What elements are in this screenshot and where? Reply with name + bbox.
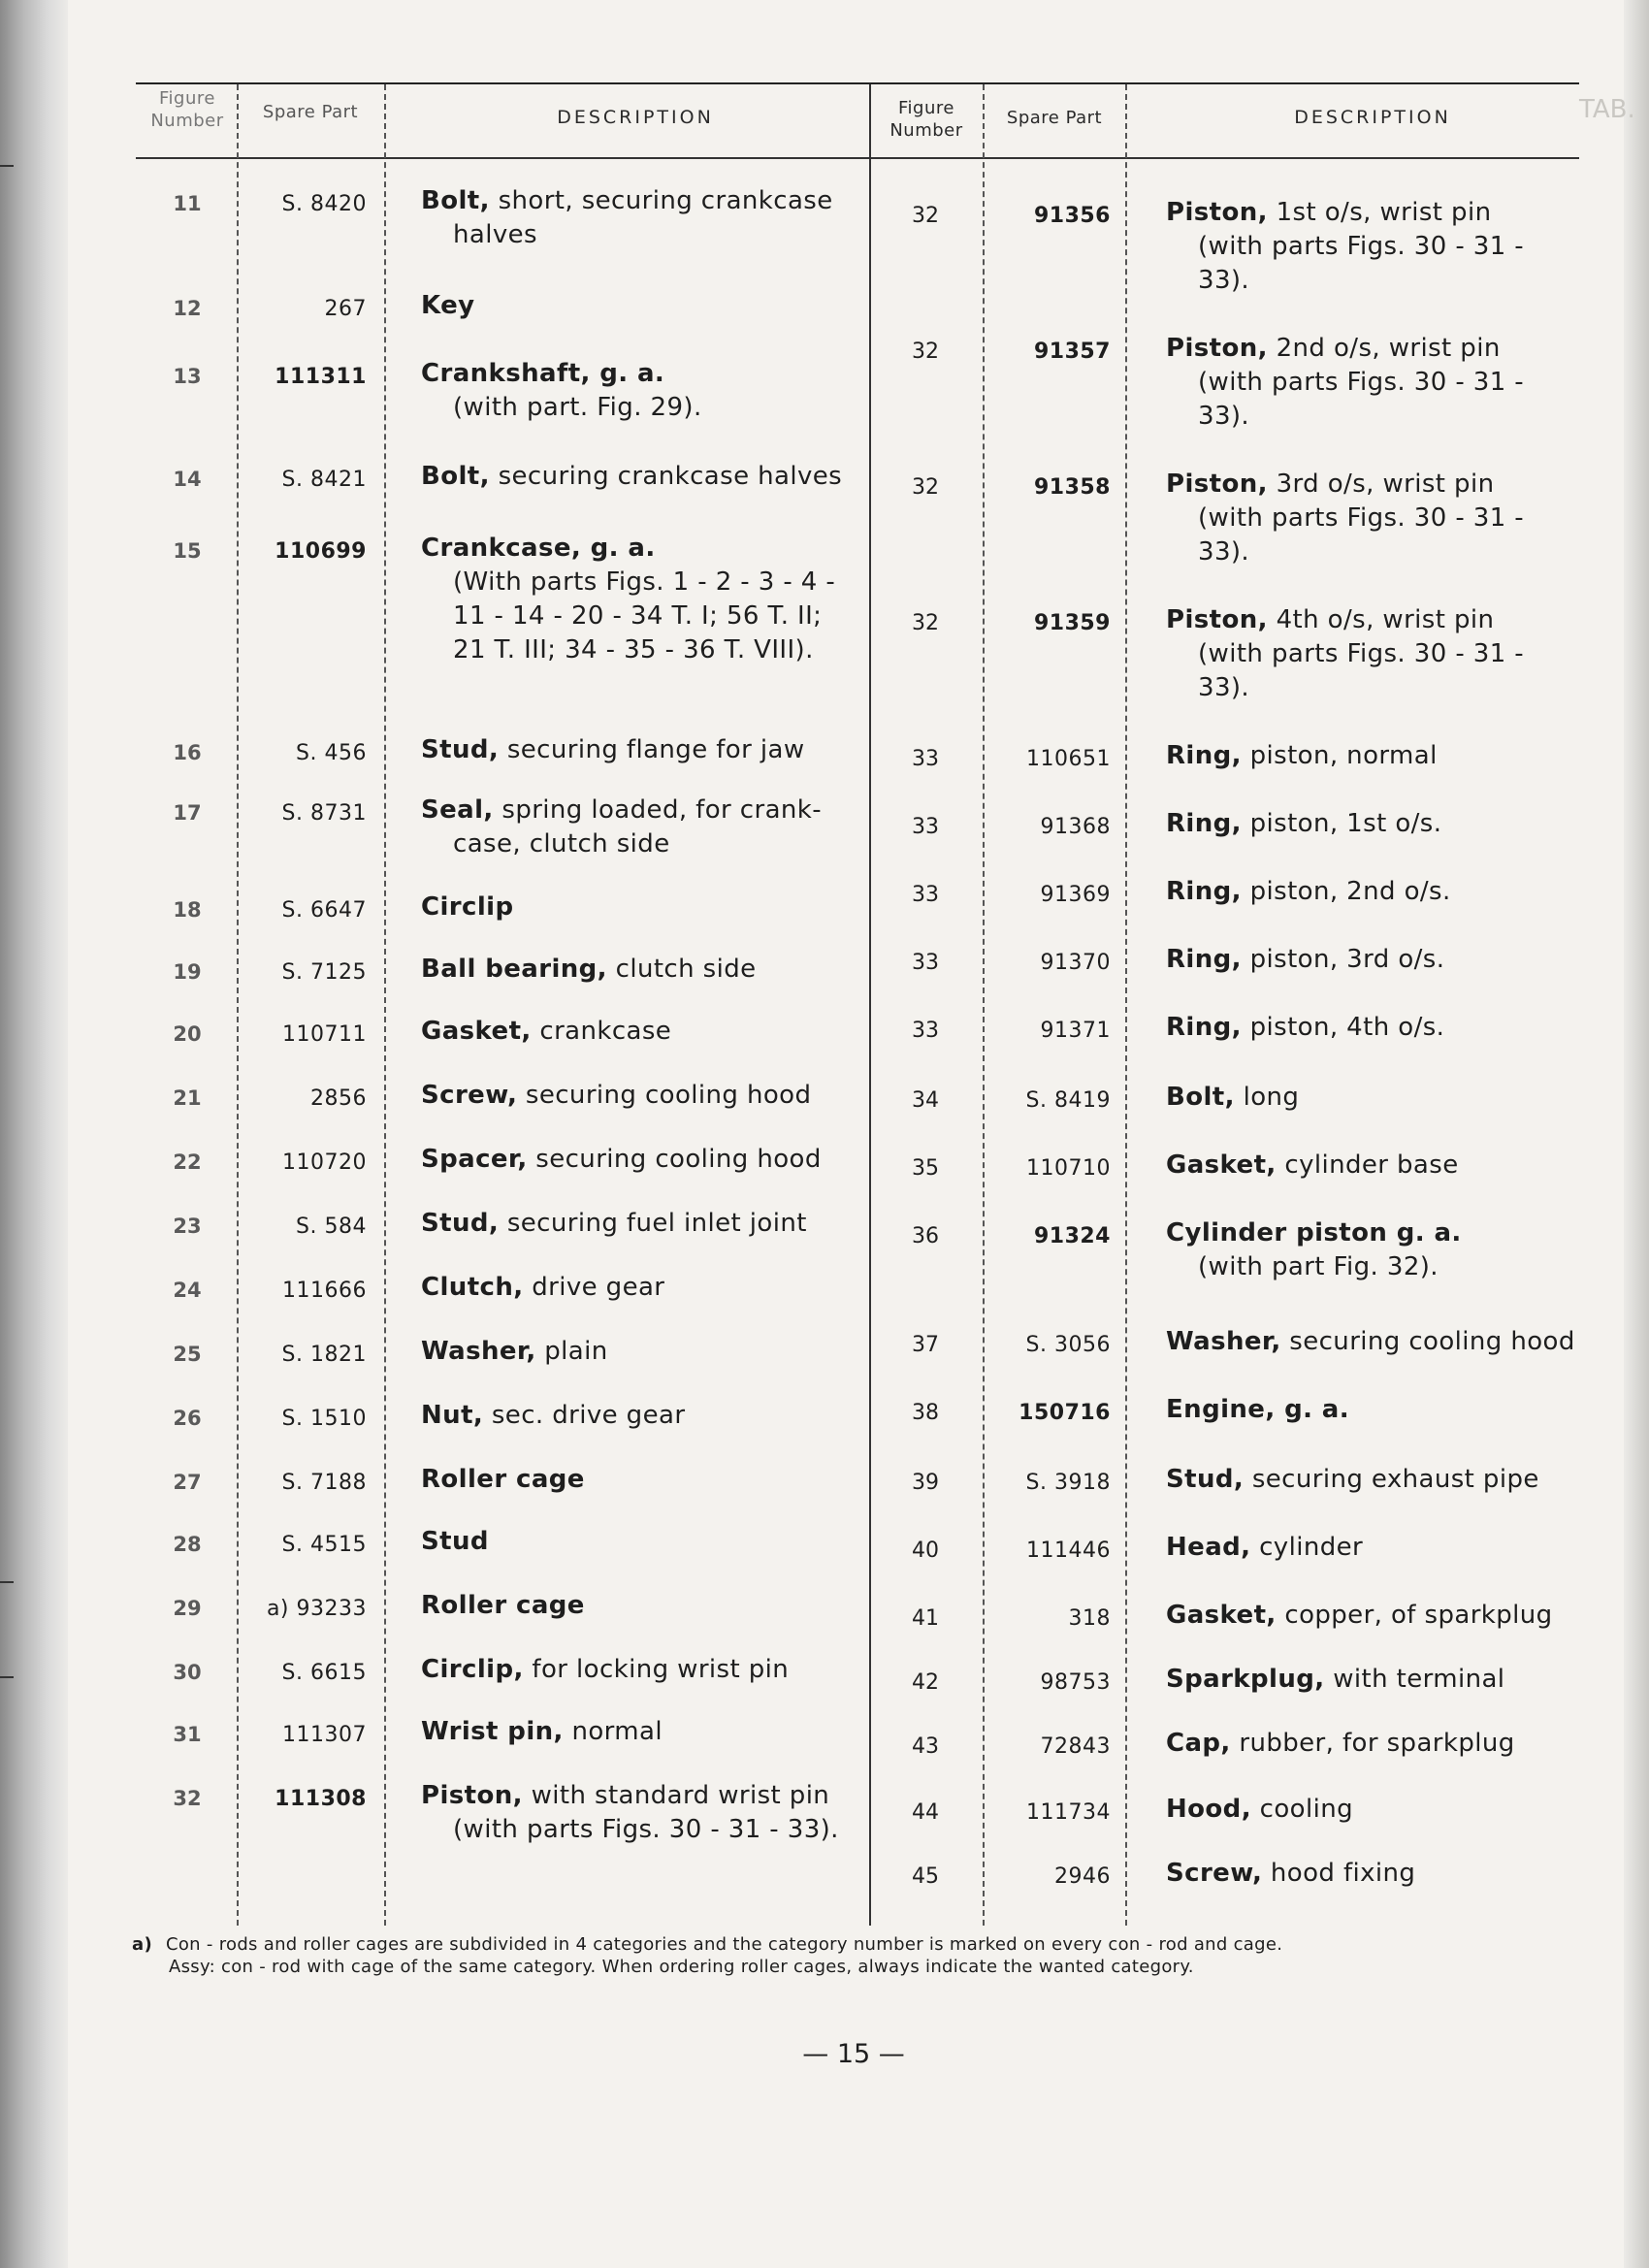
part-description (421, 733, 862, 767)
part-name: Washer, (421, 1337, 536, 1366)
spine-mark (0, 1676, 14, 1678)
part-description (421, 1335, 862, 1369)
right-figure-header: Figure Number (889, 98, 963, 141)
part-detail-continued: case, clutch side (453, 829, 670, 859)
spare-part-number: 91368 (1040, 815, 1111, 839)
part-detail: rubber, for sparkplug (1230, 1729, 1515, 1758)
spare-part-number: 111311 (275, 365, 367, 389)
figure-number: 15 (173, 539, 202, 563)
spare-part-number: S. 4515 (281, 1533, 367, 1557)
figure-number: 43 (912, 1734, 939, 1759)
part-name: Piston, (1166, 605, 1268, 634)
footnote (132, 1933, 1548, 1978)
part-detail: clutch side (606, 955, 757, 984)
spare-part-number: 111734 (1026, 1800, 1111, 1825)
part-description (421, 532, 862, 667)
spare-part-number: 91359 (1033, 611, 1111, 635)
part-description (421, 1207, 862, 1241)
part-description (1166, 1216, 1583, 1284)
figure-number: 36 (912, 1224, 939, 1248)
part-name: Ring, (1166, 1013, 1242, 1042)
part-name: Roller cage (421, 1591, 585, 1620)
part-description (1166, 1149, 1583, 1183)
part-description (421, 460, 862, 494)
spine-mark (0, 165, 14, 167)
part-detail: securing fuel inlet joint (499, 1209, 807, 1238)
part-detail: hood fixing (1262, 1859, 1416, 1888)
part-description (421, 1271, 862, 1305)
part-description (1166, 332, 1583, 434)
part-detail-continued: (with parts Figs. 30 - 31 - 33). (1198, 368, 1525, 431)
part-description (1166, 739, 1583, 773)
part-name: Stud, (421, 1209, 500, 1238)
spare-part-number: 110699 (275, 539, 367, 564)
part-name: Piston, (1166, 334, 1268, 363)
part-description (1166, 468, 1583, 569)
left-description-header: DESCRIPTION (557, 107, 714, 128)
part-description (1166, 1727, 1583, 1761)
spare-part-number: S. 3918 (1025, 1471, 1111, 1495)
page-number: — 15 — (802, 2039, 905, 2069)
figure-number: 32 (173, 1787, 202, 1810)
spare-part-number: a) 93233 (266, 1597, 367, 1621)
part-name: Piston, (1166, 198, 1268, 227)
spare-part-number: 110651 (1026, 747, 1111, 771)
spare-part-number: 98753 (1040, 1670, 1111, 1695)
figure-number: 30 (173, 1661, 202, 1684)
part-detail: 4th o/s, wrist pin (1267, 605, 1495, 634)
part-detail-continued: (with parts Figs. 30 - 31 - 33). (453, 1815, 839, 1844)
spare-part-number: 91370 (1040, 951, 1111, 975)
column-divider (237, 84, 239, 1926)
part-name: Gasket, (1166, 1601, 1277, 1630)
part-name: Roller cage (421, 1465, 585, 1494)
part-detail: securing crankcase halves (489, 462, 843, 491)
spare-part-number: 91356 (1033, 204, 1111, 228)
spare-part-number: 91369 (1040, 883, 1111, 907)
part-name: Stud, (1166, 1465, 1245, 1494)
part-name: Bolt, (1166, 1083, 1235, 1112)
part-name: Wrist pin, (421, 1717, 564, 1746)
part-name: Engine, g. a. (1166, 1395, 1350, 1424)
figure-number: 29 (173, 1597, 202, 1620)
part-name: Washer, (1166, 1327, 1281, 1356)
figure-number: 33 (912, 815, 939, 839)
part-detail: 3rd o/s, wrist pin (1267, 470, 1495, 499)
bleed-through-tab: TAB. (1579, 95, 1635, 124)
figure-number: 11 (173, 192, 202, 215)
part-detail: drive gear (523, 1273, 665, 1302)
figure-number: 23 (173, 1215, 202, 1238)
part-description (421, 184, 862, 252)
spare-part-number: S. 7188 (281, 1471, 367, 1495)
footnote-line-2: Assy: con - rod with cage of the same category. When ordering roller cages, always indicate the wanted category. (169, 1957, 1194, 1977)
part-name: Clutch, (421, 1273, 524, 1302)
left-part-header: Spare Part (262, 102, 359, 122)
spare-part-number: 111666 (282, 1279, 367, 1303)
part-detail: for locking wrist pin (523, 1655, 790, 1684)
spare-part-number: S. 1821 (281, 1343, 367, 1367)
column-divider (983, 84, 985, 1926)
part-description (1166, 1011, 1583, 1045)
part-description (421, 1399, 862, 1433)
part-detail: securing cooling hood (1280, 1327, 1575, 1356)
spare-part-number: 91358 (1033, 475, 1111, 500)
part-detail: piston, normal (1241, 741, 1438, 770)
spare-part-number: S. 6647 (281, 898, 367, 923)
part-name: Circlip (421, 892, 514, 922)
figure-number: 35 (912, 1156, 939, 1181)
part-name: Seal, (421, 795, 494, 825)
spare-part-number: S. 8421 (281, 468, 367, 492)
right-part-header: Spare Part (1006, 108, 1103, 128)
spare-part-number: 110711 (282, 1022, 367, 1047)
part-detail: spring loaded, for crank- (493, 795, 823, 825)
spare-part-number: 2946 (1054, 1864, 1111, 1889)
part-detail: cylinder (1250, 1533, 1364, 1562)
part-name: Gasket, (421, 1017, 532, 1046)
part-name: Stud, (421, 735, 500, 764)
spare-part-number: 91324 (1033, 1224, 1111, 1248)
spare-part-number: S. 8420 (281, 192, 367, 216)
figure-number: 38 (912, 1401, 939, 1425)
part-detail: crankcase (531, 1017, 672, 1046)
part-name: Nut, (421, 1401, 484, 1430)
figure-number: 40 (912, 1539, 939, 1563)
figure-number: 16 (173, 741, 202, 764)
part-name: Screw, (421, 1081, 518, 1110)
part-description (421, 1779, 862, 1847)
spare-part-number: S. 8419 (1025, 1088, 1111, 1113)
part-description (421, 794, 862, 861)
spare-part-number: 110710 (1026, 1156, 1111, 1181)
part-description (421, 1143, 862, 1177)
spare-part-number: 150716 (1018, 1401, 1111, 1425)
spare-part-number: 111307 (282, 1723, 367, 1747)
book-binding-shadow (0, 0, 68, 2268)
figure-number: 14 (173, 468, 202, 491)
column-divider (1125, 84, 1127, 1926)
part-name: Gasket, (1166, 1150, 1277, 1180)
part-description (1166, 1663, 1583, 1697)
figure-number: 32 (912, 611, 939, 635)
part-detail: cylinder base (1276, 1150, 1459, 1180)
part-detail: piston, 4th o/s. (1241, 1013, 1445, 1042)
page-edge-shadow (1624, 0, 1649, 2268)
part-description (421, 1079, 862, 1113)
part-detail: 1st o/s, wrist pin (1267, 198, 1492, 227)
part-detail-continued: (with parts Figs. 30 - 31 - 33). (1198, 232, 1525, 295)
figure-number: 45 (912, 1864, 939, 1889)
figure-number: 32 (912, 204, 939, 228)
part-description (1166, 1325, 1583, 1359)
part-description (1166, 1857, 1583, 1891)
part-name: Key (421, 291, 475, 320)
part-detail-continued: (with part Fig. 32). (1198, 1252, 1439, 1281)
part-description (421, 891, 862, 924)
part-description (421, 1653, 862, 1687)
part-description (1166, 807, 1583, 841)
part-description (421, 1015, 862, 1049)
spare-part-number: S. 8731 (281, 801, 367, 826)
part-detail: piston, 3rd o/s. (1241, 945, 1445, 974)
spare-part-number: 91357 (1033, 340, 1111, 364)
part-name: Bolt, (421, 462, 490, 491)
part-name: Ring, (1166, 741, 1242, 770)
part-detail: with standard wrist pin (522, 1781, 830, 1810)
part-description (1166, 603, 1583, 705)
spare-part-number: 111308 (275, 1787, 367, 1811)
part-name: Stud (421, 1527, 489, 1556)
figure-number: 20 (173, 1022, 202, 1046)
figure-number: 26 (173, 1407, 202, 1430)
part-detail: 2nd o/s, wrist pin (1267, 334, 1501, 363)
figure-number: 32 (912, 475, 939, 500)
part-name: Bolt, (421, 186, 490, 215)
part-detail: piston, 1st o/s. (1241, 809, 1442, 838)
footnote-mark: a) (132, 1934, 152, 1955)
part-description (421, 289, 862, 323)
part-detail: securing flange for jaw (499, 735, 805, 764)
figure-number: 13 (173, 365, 202, 388)
figure-number: 25 (173, 1343, 202, 1366)
part-name: Ball bearing, (421, 955, 607, 984)
figure-number: 42 (912, 1670, 939, 1695)
part-description (1166, 943, 1583, 977)
part-name: Crankcase, g. a. (421, 534, 656, 563)
part-description (421, 357, 862, 425)
part-name: Piston, (421, 1781, 523, 1810)
part-detail-continued: (With parts Figs. 1 - 2 - 3 - 4 - 11 - 14 - 20 - 34 T. I; 56 T. II; 21 T. III; 34 - 35 - 36 T. VIII). (453, 567, 836, 664)
spare-part-number: S. 3056 (1025, 1333, 1111, 1357)
left-figure-header: Figure Number (150, 88, 224, 131)
part-detail: piston, 2nd o/s. (1241, 877, 1451, 906)
spare-part-number: S. 456 (296, 741, 367, 765)
figure-number: 24 (173, 1279, 202, 1302)
part-detail: plain (535, 1337, 608, 1366)
part-name: Head, (1166, 1533, 1251, 1562)
figure-number: 33 (912, 883, 939, 907)
spare-part-number: 111446 (1026, 1539, 1111, 1563)
figure-number: 31 (173, 1723, 202, 1746)
part-description (421, 1463, 862, 1497)
part-description (421, 1525, 862, 1559)
part-name: Sparkplug, (1166, 1665, 1325, 1694)
part-detail-continued: (with part. Fig. 29). (453, 393, 702, 422)
figure-number: 21 (173, 1086, 202, 1110)
part-name: Piston, (1166, 470, 1268, 499)
figure-number: 17 (173, 801, 202, 825)
part-detail: securing exhaust pipe (1244, 1465, 1539, 1494)
part-detail: securing cooling hood (517, 1081, 812, 1110)
part-name: Crankshaft, g. a. (421, 359, 665, 388)
figure-number: 28 (173, 1533, 202, 1556)
part-detail-continued: (with parts Figs. 30 - 31 - 33). (1198, 503, 1525, 567)
part-name: Cap, (1166, 1729, 1231, 1758)
spare-part-number: 72843 (1040, 1734, 1111, 1759)
part-description (421, 1589, 862, 1623)
part-name: Circlip, (421, 1655, 524, 1684)
column-divider (384, 84, 386, 1926)
part-description (1166, 875, 1583, 909)
part-detail: long (1234, 1083, 1300, 1112)
part-description (421, 953, 862, 987)
part-description (1166, 1463, 1583, 1497)
right-description-header: DESCRIPTION (1294, 107, 1451, 128)
part-detail: with terminal (1324, 1665, 1505, 1694)
part-detail: sec. drive gear (483, 1401, 686, 1430)
spare-part-number: 267 (324, 297, 367, 321)
figure-number: 12 (173, 297, 202, 320)
part-name: Cylinder piston g. a. (1166, 1218, 1462, 1247)
figure-number: 37 (912, 1333, 939, 1357)
figure-number: 41 (912, 1606, 939, 1631)
figure-number: 33 (912, 1019, 939, 1043)
spare-part-number: 2856 (310, 1086, 367, 1111)
figure-number: 39 (912, 1471, 939, 1495)
spare-part-number: 318 (1068, 1606, 1111, 1631)
figure-number: 33 (912, 747, 939, 771)
spare-part-number: S. 584 (296, 1215, 367, 1239)
figure-number: 33 (912, 951, 939, 975)
part-name: Ring, (1166, 877, 1242, 906)
part-description (1166, 1793, 1583, 1827)
figure-number: 27 (173, 1471, 202, 1494)
part-name: Ring, (1166, 809, 1242, 838)
spare-part-number: 110720 (282, 1150, 367, 1175)
part-description (421, 1715, 862, 1749)
part-description (1166, 1531, 1583, 1565)
part-description (1166, 1081, 1583, 1115)
footnote-line-1: Con - rods and roller cages are subdivided in 4 categories and the category number is marked on every con - rod and cage. (165, 1934, 1283, 1955)
figure-number: 22 (173, 1150, 202, 1174)
spare-part-number: S. 7125 (281, 960, 367, 985)
part-description (1166, 1393, 1583, 1427)
part-detail-continued: halves (453, 220, 537, 249)
part-detail: normal (563, 1717, 663, 1746)
spare-part-number: 91371 (1040, 1019, 1111, 1043)
part-detail-continued: (with parts Figs. 30 - 31 - 33). (1198, 639, 1525, 702)
part-detail: securing cooling hood (527, 1145, 822, 1174)
part-detail: short, securing crankcase (489, 186, 833, 215)
part-name: Screw, (1166, 1859, 1263, 1888)
part-name: Hood, (1166, 1795, 1251, 1824)
part-detail: cooling (1250, 1795, 1353, 1824)
spare-part-number: S. 1510 (281, 1407, 367, 1431)
part-name: Ring, (1166, 945, 1242, 974)
part-detail: copper, of sparkplug (1276, 1601, 1553, 1630)
part-description (1166, 196, 1583, 298)
part-description (1166, 1599, 1583, 1633)
table-header-rule (136, 157, 1579, 159)
part-name: Spacer, (421, 1145, 528, 1174)
figure-number: 32 (912, 340, 939, 364)
figure-number: 34 (912, 1088, 939, 1113)
figure-number: 19 (173, 960, 202, 984)
spine-mark (0, 1581, 14, 1583)
table-top-rule (136, 82, 1579, 84)
figure-number: 18 (173, 898, 202, 922)
spare-part-number: S. 6615 (281, 1661, 367, 1685)
figure-number: 44 (912, 1800, 939, 1825)
